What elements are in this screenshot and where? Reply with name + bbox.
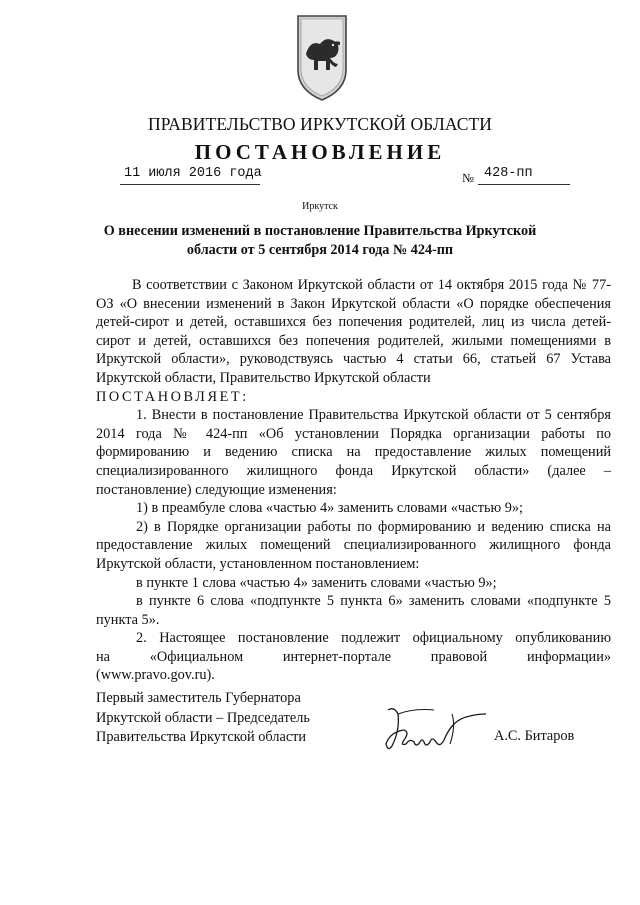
item-1-2b-paragraph: в пункте 6 слова «подпункте 5 пункта 6» заменить словами «подпункте 5 пункта 5». xyxy=(96,593,611,628)
item-2-line-3: (www.pravo.gov.ru). xyxy=(96,667,215,684)
document-number: 428-пп xyxy=(484,166,533,181)
title-line-1: О внесении изменений в постановление Правительства Иркутской xyxy=(103,223,537,239)
document-body xyxy=(96,276,611,685)
government-name: ПРАВИТЕЛЬСТВО ИРКУТСКОЙ ОБЛАСТИ xyxy=(147,114,493,134)
city-name: Иркутск xyxy=(302,201,338,212)
signatory-position xyxy=(96,689,310,748)
position-line-1: Первый заместитель Губернатора xyxy=(96,690,301,706)
title-line-2: области от 5 сентября 2014 года № 424-пп xyxy=(186,242,454,258)
item-1-2-paragraph: 2) в Порядке организации работы по формированию и ведению списка на предоставление жилых помещений специализированного жилищного фонда Иркутской области, установленном постановлением: xyxy=(96,518,611,572)
number-underline xyxy=(478,184,570,185)
preamble-paragraph: В соответствии с Законом Иркутской области от 14 октября 2015 года № 77-ОЗ «О внесении изменений в Закон Иркутской области «О порядке обеспечения детей-сирот и детей, оставшихся без попечения родителей, лиц из числа детей-сирот и детей, оставшихся без попечения родителей, жилыми помещениями в Иркутской области», руководствуясь частью 4 статьи 66, статьей 67 Устава Иркутской области, Правительство Иркутской области xyxy=(96,277,611,386)
position-line-3: Правительства Иркутской области xyxy=(96,729,307,745)
handwritten-signature-icon xyxy=(374,700,490,756)
date-underline xyxy=(120,184,260,185)
item-2-line-2: на «Официальном интернет-портале правовой информации» xyxy=(96,648,611,665)
item-1-paragraph: 1. Внести в постановление Правительства Иркутской области от 5 сентября 2014 года № 424-пп «Об установлении Порядка организации работы по формированию и ведению списка на предоставление жилых помещений специализированного жилищного фонда Иркутской области» (далее – постановление) следующие изменения: xyxy=(96,407,611,498)
number-sign: № xyxy=(462,171,474,185)
signer-name: А.С. Битаров xyxy=(494,728,575,744)
item-2-line-1: 2. Настоящее постановление подлежит официальному опубликованию xyxy=(136,630,611,647)
document-type: ПОСТАНОВЛЕНИЕ xyxy=(194,140,446,164)
item-1-1-paragraph: 1) в преамбуле слова «частью 4» заменить словами «частью 9»; xyxy=(136,500,524,517)
resolves-heading: ПОСТАНОВЛЯЕТ: xyxy=(96,388,249,405)
document-date: 11 июля 2016 года xyxy=(124,166,262,181)
item-1-2a-paragraph: в пункте 1 слова «частью 4» заменить словами «частью 9»; xyxy=(136,574,497,591)
position-line-2: Иркутской области – Председатель xyxy=(96,709,310,726)
document-title xyxy=(100,222,540,260)
coat-of-arms-icon xyxy=(296,14,348,102)
